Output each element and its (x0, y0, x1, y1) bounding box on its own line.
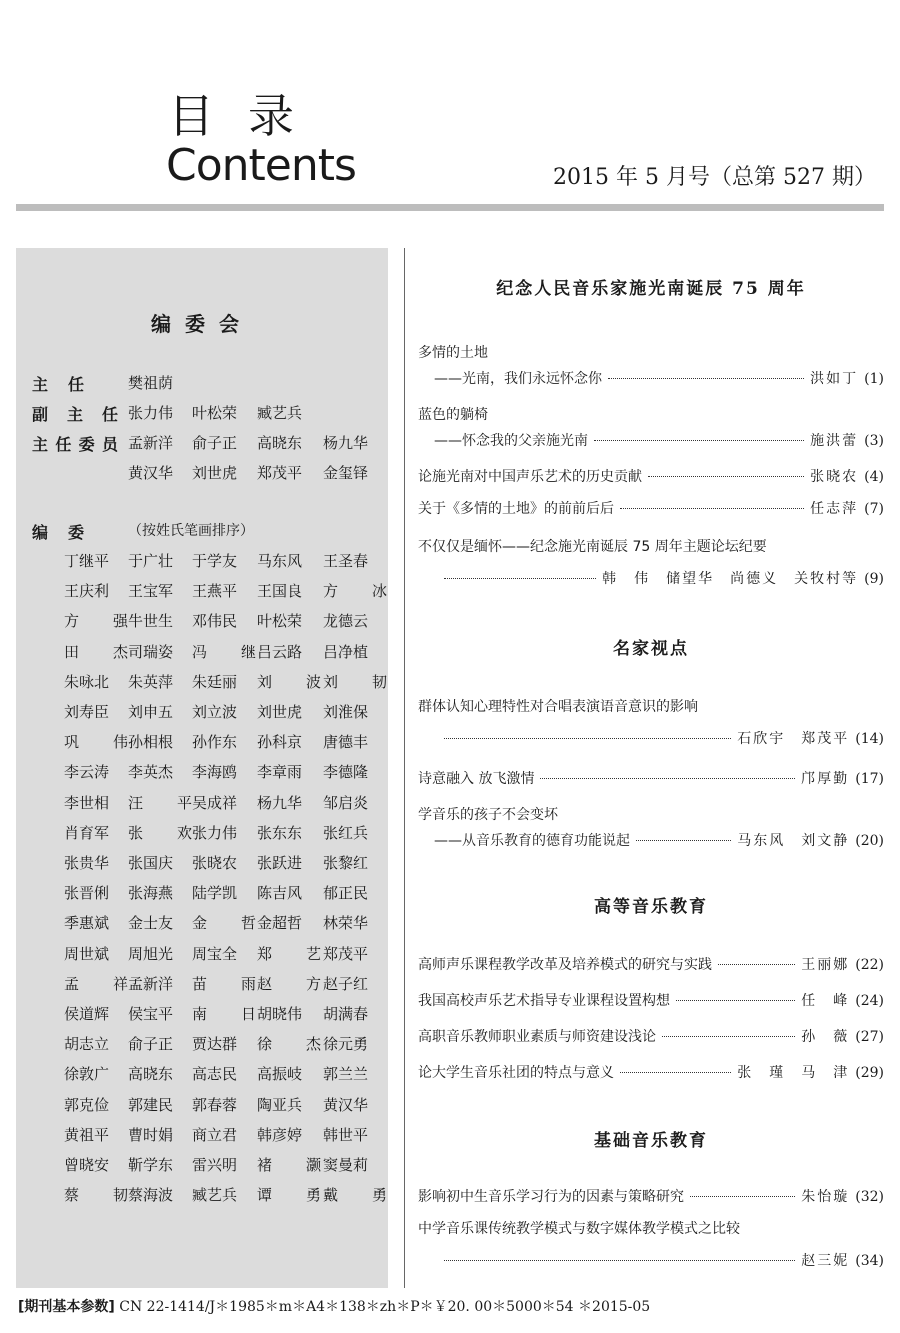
entry-page: (9) (864, 571, 884, 587)
entry-title: 论施光南对中国声乐艺术的历史贡献 (418, 469, 642, 485)
entry-line (418, 728, 884, 748)
entry-line (418, 990, 884, 1010)
committee-name: 张力伟 (192, 823, 238, 842)
committee-name: 郭克俭 (64, 1095, 110, 1114)
entry-title: 我国高校声乐艺术指导专业课程设置构想 (418, 993, 670, 1009)
toc-entry (418, 1186, 884, 1206)
committee-name: 韩彦婷 (257, 1125, 303, 1144)
committee-name: 周宝全 (192, 944, 238, 963)
committee-name: 刘淮保 (323, 703, 369, 721)
leader-dots (690, 1196, 795, 1197)
toc-entry (418, 990, 884, 1010)
parameters-label: [期刊基本参数] (18, 1299, 115, 1315)
committee-name: 吕云路 (257, 642, 303, 661)
entry-line (418, 954, 884, 974)
committee-name: 胡满春 (323, 1005, 369, 1023)
committee-name: 张海燕 (128, 884, 174, 903)
committee-name: 郁正民 (323, 884, 369, 903)
section-title: 名家视点 (613, 639, 689, 659)
committee-name: 朱英萍 (128, 672, 174, 691)
committee-name: 马东风 (257, 552, 303, 570)
committee-name: 高晓东 (128, 1065, 174, 1084)
committee-name: 叶松荣 (192, 404, 238, 422)
entry-title: 多情的土地 (418, 345, 488, 361)
committee-name: 孟 祥 (64, 974, 128, 993)
leader-dots (594, 440, 804, 441)
committee-name: 金 哲 (192, 914, 256, 933)
role-label: 主 任 委 员 (32, 435, 118, 454)
committee-name: 侯道辉 (64, 1005, 110, 1023)
committee-name: 唐德丰 (323, 733, 369, 752)
committee-name: 高振岐 (257, 1065, 303, 1084)
toc-entry (418, 536, 884, 588)
entry-author: 张晓农 (810, 469, 859, 485)
committee-name: 郑茂平 (257, 464, 303, 482)
committee-name: 戴 勇 (323, 1186, 387, 1205)
page-title-cn: 目录 (168, 89, 328, 143)
page-title-en: Contents (166, 140, 356, 191)
committee-name: 赵子红 (323, 974, 369, 993)
committee-name: 郭建民 (128, 1095, 174, 1114)
committee-name: 赵 方 (257, 974, 321, 993)
committee-name: 朱廷丽 (192, 672, 238, 691)
entry-title: 关于《多情的土地》的前前后后 (418, 501, 614, 517)
committee-name: 李世相 (64, 793, 110, 812)
committee-name: 侯宝平 (128, 1005, 174, 1023)
committee-name: 丁继平 (64, 552, 110, 570)
committee-name: 陈吉风 (257, 884, 303, 903)
entry-author: 施洪蕾 (810, 433, 859, 449)
entry-author: 王丽娜 (801, 957, 850, 973)
entry-page: (14) (855, 731, 884, 747)
committee-name: 林荣华 (323, 914, 369, 933)
leader-dots (648, 476, 804, 477)
entry-author: 马东风 刘文静 (737, 833, 850, 849)
committee-panel (16, 248, 388, 1288)
committee-name: 叶松荣 (257, 612, 303, 631)
toc-entry (418, 342, 884, 388)
entry-title: 影响初中生音乐学习行为的因素与策略研究 (418, 1189, 684, 1205)
header-rule (16, 204, 884, 211)
leader-dots (662, 1036, 795, 1037)
leader-dots (444, 1260, 795, 1261)
section-title: 纪念人民音乐家施光南诞辰 75 周年 (496, 279, 806, 299)
committee-name: 俞子正 (192, 434, 238, 452)
toc-entry (418, 696, 884, 748)
committee-name: 曹时娟 (128, 1125, 174, 1144)
leader-dots (636, 840, 731, 841)
entry-author: 张 瑾 马 津 (737, 1065, 850, 1081)
toc-entry (418, 466, 884, 486)
committee-name: 朱咏北 (64, 672, 110, 691)
committee-name: 黄祖平 (64, 1125, 110, 1144)
committee-name: 刘申五 (128, 703, 174, 721)
committee-name: 陶亚兵 (257, 1095, 303, 1114)
committee-name: 孙相根 (128, 733, 174, 752)
parameters-text: CN 22-1414/J＊1985＊m＊A4＊138＊zh＊P＊￥20. 00＊5000＊54 ＊2015-05 (119, 1299, 651, 1315)
committee-name: 牛世生 (128, 612, 174, 631)
committee-name: 司瑞姿 (128, 642, 174, 661)
committee-name: 陆学凯 (192, 884, 238, 903)
entry-page: (24) (855, 993, 884, 1009)
entry-page: (7) (864, 501, 884, 517)
committee-name: 窦曼莉 (323, 1156, 369, 1174)
committee-name: 汪 平 (128, 793, 192, 812)
committee-name: 王庆利 (64, 582, 110, 601)
committee-name: 张晓农 (192, 854, 238, 872)
entry-line (418, 568, 884, 588)
committee-name: 王国良 (257, 582, 303, 601)
entry-page: (29) (855, 1065, 884, 1081)
contents-column (418, 248, 884, 1288)
committee-name: 吕净植 (323, 642, 369, 661)
entry-page: (27) (855, 1029, 884, 1045)
committee-name: 商立君 (192, 1125, 238, 1144)
committee-name: 吴成祥 (192, 793, 238, 812)
committee-name: 褚 灏 (257, 1156, 321, 1174)
editors-note: （按姓氏笔画排序） (128, 523, 254, 539)
committee-name: 蔡海波 (128, 1186, 174, 1205)
committee-name: 李德隆 (323, 763, 369, 782)
entry-title: 高职音乐教师职业素质与师资建设浅论 (418, 1029, 656, 1045)
committee-name: 樊祖荫 (128, 374, 174, 392)
entry-title: 论大学生音乐社团的特点与意义 (418, 1065, 614, 1081)
committee-name: 杨九华 (323, 434, 369, 452)
committee-name: 刘世虎 (192, 464, 238, 482)
committee-name: 张国庆 (128, 854, 174, 872)
entry-author: 石欣宇 郑茂平 (737, 731, 850, 747)
committee-name: 金玺铎 (323, 464, 369, 482)
entry-title: 不仅仅是缅怀——纪念施光南诞辰 75 周年主题论坛纪要 (418, 539, 767, 555)
committee-name: 冯 继 (192, 642, 256, 661)
committee-name: 张力伟 (128, 404, 174, 422)
committee-name: 徐敦广 (64, 1065, 110, 1084)
committee-name: 蔡 韧 (64, 1186, 128, 1205)
committee-name: 胡晓伟 (257, 1005, 303, 1023)
entry-author: 韩 伟 储望华 尚德义 关牧村等 (602, 571, 859, 587)
entry-page: (34) (855, 1253, 884, 1269)
section-title: 高等音乐教育 (594, 897, 708, 917)
entry-page: (17) (855, 771, 884, 787)
committee-name: 苗 雨 (192, 974, 256, 993)
leader-dots (608, 378, 804, 379)
entry-line (418, 498, 884, 518)
committee-name: 黄汉华 (323, 1095, 369, 1114)
entry-page: (4) (864, 469, 884, 485)
committee-name: 肖育军 (64, 823, 110, 842)
toc-entry (418, 804, 884, 850)
committee-name: 郭春蓉 (192, 1095, 238, 1114)
committee-name: 贾达群 (192, 1035, 238, 1054)
toc-entry (418, 954, 884, 974)
entry-author: 赵三妮 (801, 1253, 850, 1269)
committee-name: 杨九华 (257, 793, 303, 812)
committee-name: 孟新洋 (128, 434, 174, 452)
committee-name: 邹启炎 (323, 793, 369, 812)
role-label: 主 任 (32, 375, 84, 394)
committee-name: 孟新洋 (128, 974, 174, 993)
committee-name: 李云涛 (64, 763, 110, 782)
committee-name: 孙科京 (257, 733, 303, 752)
entry-title: 群体认知心理特性对合唱表演语音意识的影响 (418, 699, 698, 715)
entry-line (418, 830, 884, 850)
entry-line (418, 466, 884, 486)
entry-author: 邝厚勤 (801, 771, 850, 787)
committee-name: 孙作东 (192, 733, 238, 752)
committee-name: 谭 勇 (257, 1186, 321, 1205)
committee-name: 田 杰 (64, 642, 128, 661)
entry-title: 蓝色的躺椅 (418, 407, 488, 423)
entry-author: 任 峰 (801, 993, 850, 1009)
leader-dots (620, 508, 804, 509)
committee-name: 王宝军 (128, 582, 174, 601)
committee-name: 郭兰兰 (323, 1065, 369, 1084)
toc-entry (418, 498, 884, 518)
journal-parameters (18, 1296, 650, 1316)
leader-dots (444, 738, 731, 739)
committee-name: 张跃进 (257, 854, 303, 872)
toc-entry (418, 404, 884, 450)
committee-name: 王圣春 (323, 552, 369, 570)
committee-name: 李海鸥 (192, 763, 238, 782)
role-label: 副 主 任 (32, 405, 118, 424)
issue-label: 2015 年 5 月号（总第 527 期） (553, 165, 876, 190)
committee-name: 南 日 (192, 1005, 256, 1023)
entry-title: 高师声乐课程教学改革及培养模式的研究与实践 (418, 957, 712, 973)
committee-name: 张东东 (257, 823, 303, 842)
entry-line (418, 1250, 884, 1270)
entry-author: 孙 薇 (801, 1029, 850, 1045)
committee-name: 周世斌 (64, 944, 110, 963)
committee-title: 编委会 (151, 312, 253, 336)
committee-name: 邓伟民 (192, 612, 238, 631)
committee-name: 周旭光 (128, 944, 174, 963)
committee-name: 臧艺兵 (257, 404, 303, 422)
entry-subtitle: ——光南，我们永远怀念你 (434, 371, 602, 387)
toc-entry (418, 768, 884, 788)
committee-name: 季惠斌 (64, 914, 110, 933)
committee-name: 金士友 (128, 914, 174, 933)
entry-line (418, 1062, 884, 1082)
committee-name: 张贵华 (64, 854, 110, 872)
committee-name: 胡志立 (64, 1035, 110, 1054)
entry-line (418, 768, 884, 788)
entry-title: 学音乐的孩子不会变坏 (418, 807, 558, 823)
entry-author: 洪如丁 (810, 371, 859, 387)
entry-page: (32) (855, 1189, 884, 1205)
role-label: 编 委 (32, 523, 84, 542)
committee-name: 李英杰 (128, 763, 174, 782)
committee-name: 方 强 (64, 612, 128, 631)
committee-name: 韩世平 (323, 1125, 369, 1144)
entry-page: (3) (864, 433, 884, 449)
committee-name: 张黎红 (323, 854, 369, 872)
committee-name: 高志民 (192, 1065, 238, 1084)
committee-name: 高晓东 (257, 434, 303, 452)
entry-author: 任志萍 (810, 501, 859, 517)
committee-name: 于广壮 (128, 552, 174, 570)
leader-dots (444, 578, 596, 579)
toc-entry (418, 1026, 884, 1046)
committee-name: 于学友 (192, 552, 238, 570)
entry-author: 朱怡璇 (801, 1189, 850, 1205)
committee-name: 刘寿臣 (64, 703, 110, 721)
committee-name: 刘 波 (257, 672, 321, 691)
entry-line (418, 430, 884, 450)
committee-name: 王燕平 (192, 582, 238, 601)
committee-name: 张红兵 (323, 823, 369, 842)
entry-line (418, 1186, 884, 1206)
entry-line (418, 1026, 884, 1046)
leader-dots (676, 1000, 795, 1001)
toc-entry (418, 1218, 884, 1270)
leader-dots (620, 1072, 731, 1073)
toc-entry (418, 1062, 884, 1082)
committee-name: 郑 艺 (257, 944, 321, 963)
entry-title: 诗意融入 放飞激情 (418, 771, 535, 787)
entry-subtitle: ——怀念我的父亲施光南 (434, 433, 588, 449)
committee-name: 靳学东 (128, 1156, 174, 1174)
entry-page: (22) (855, 957, 884, 973)
entry-subtitle: ——从音乐教育的德育功能说起 (434, 833, 630, 849)
committee-name: 张 欢 (128, 823, 192, 842)
entry-page: (20) (855, 833, 884, 849)
committee-name: 刘立波 (192, 703, 238, 721)
committee-name: 巩 伟 (64, 733, 128, 752)
committee-name: 方 冰 (323, 582, 387, 601)
entry-page: (1) (864, 371, 884, 387)
entry-title: 中学音乐课传统教学模式与数字媒体教学模式之比较 (418, 1221, 740, 1237)
leader-dots (540, 778, 795, 779)
committee-name: 龙德云 (323, 612, 369, 631)
section-title: 基础音乐教育 (594, 1131, 708, 1151)
committee-name: 刘 韧 (323, 672, 387, 691)
committee-name: 黄汉华 (128, 464, 174, 482)
committee-name: 李章雨 (257, 763, 303, 782)
committee-name: 金超哲 (257, 914, 303, 933)
committee-name: 臧艺兵 (192, 1186, 238, 1205)
committee-name: 俞子正 (128, 1035, 174, 1054)
entry-line (418, 368, 884, 388)
committee-name: 张晋俐 (64, 884, 110, 903)
column-divider (404, 248, 405, 1288)
committee-name: 徐元勇 (323, 1035, 369, 1054)
committee-name: 雷兴明 (192, 1156, 238, 1174)
committee-name: 徐 杰 (257, 1035, 321, 1054)
leader-dots (718, 964, 795, 965)
committee-name: 郑茂平 (323, 944, 369, 963)
committee-name: 刘世虎 (257, 703, 303, 721)
committee-name: 曾晓安 (64, 1156, 110, 1174)
